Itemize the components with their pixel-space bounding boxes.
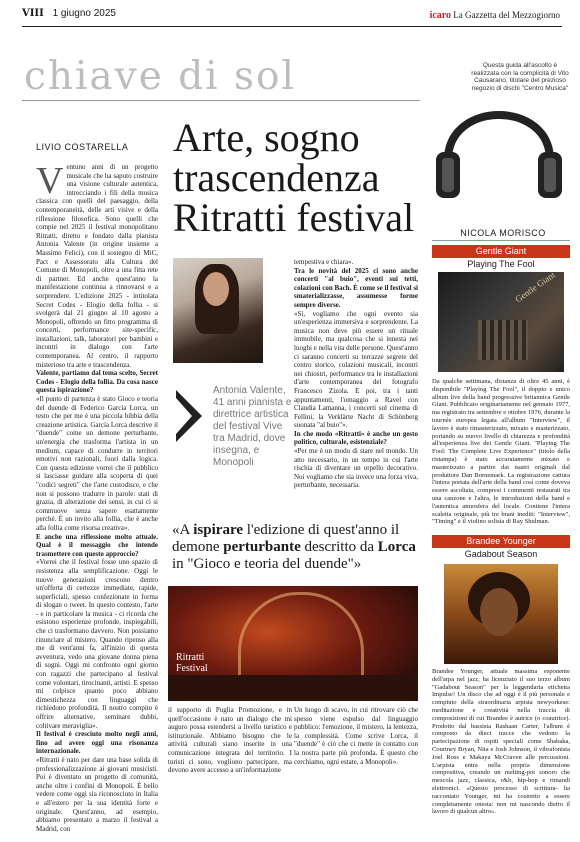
paragraph: «Per me è un modo di stare nel mondo. Un atto necessario, in un tempo in cui l'arte rischia di diventare un orpello decorativo. Noi vogliamo che sia invece una forza viva, perturbante, necessaria. [294, 447, 418, 490]
masthead-rest: La Gazzetta del Mezzogiorno [453, 10, 560, 20]
issue-date: 1 giugno 2025 [52, 8, 116, 19]
question: Tra le novità del 2025 ci sono anche concerti "al buio", eventi sui tetti, colazioni con Bach. È come se il festival si smaterializzasse, assumesse forme sempre diverse. [294, 266, 418, 309]
pull-quote: «A ispirare l'edizione di quest'anno il demone perturbante descritto da Lorca in "Gioco e teoria del duende"» [172, 522, 416, 572]
arrow-icon-inner [176, 398, 192, 434]
question: Il festival è cresciuto molto negli anni, fino ad avere oggi una risonanza internazionale. [36, 730, 158, 756]
headline-line-2: trascendenza [173, 155, 380, 200]
review-band-label: Gentle Giant [432, 245, 570, 258]
review-album-title: Gadabout Season [464, 549, 538, 559]
paragraph: «Il punto di partenza è stato Gioco e teoria del duende di Federico García Lorca, un testo che per me è una piccola bibbia della creazione artistica. García Lorca descrive il "duende" come un demone perturbante, un'energia che trasforma l'artista in un medium, capace di condurre in territori emotivi non razionali, fuori dalla logica. Con questa edizione vorrei che il pubblico si lasciasse guidare alla scoperta di quei "codici segreti" che l'arte custodisce, e che non si possono tradurre in parole: stati di grazia, di alterazione dei sensi, in cui ci si commuove senza sapere esattamente perché. È un invito alla follia, che è anche alla follia come risorsa creativa». [36, 395, 158, 532]
section-kicker: chiave di sol [24, 54, 296, 99]
promo-text: Questa guida all'ascolto è realizzata con la complicità di Vito Causarano, titolare del prezioso negozio di dischi "Centro Musica" [471, 62, 569, 92]
headline-line-1: Arte, sogno [173, 115, 360, 160]
page-header-left [22, 8, 116, 19]
paragraph: «Vorrei che il festival fosse uno spazio di resistenza alla semplificazione. Oggi le nuove generazioni crescono dentro un'offerta di certezze immediate, rapide, superficiali, spesso confezionate in forma di slogan o tweet. In questo contesto, l'arte - e in particolare la musica - ci ricorda che esistono esperienze profonde, inspiegabili, che ci trasformano davvero. Non possiamo rinunciare al mistero. Quando ripenso alla me di vent'anni fa, all'inizio di questa avventura, vedo una giovane donna piena di sogni. Oggi mi confronto ogni giorno con ragazzi che partecipano al festival come volontari, tirocinanti, artisti. E spesso mi colpisce quanto poco abbiano dimestichezza con linguaggi che richiedono profondità. Il nostro compito è offrire alternative, seminare dubbi, coltivare meraviglia». [36, 558, 158, 730]
masthead [430, 10, 560, 21]
concert-photo [168, 586, 418, 701]
article-column-4: Un luogo di scavo, in cui ritrovare ciò che spesso viene espulso dal linguaggio pubblico: l'emozione, il mistero, la lentezza, la complessità. Come scrive Lorca, il "duende" è ciò che ci mette in contatto con la nostra parte più profonda. È questo che cerchiamo, ogni estate, a Monopoli». [294, 706, 418, 766]
column-signature: NICOLA MORISCO [460, 228, 546, 238]
album-cover [444, 564, 558, 664]
portrait-photo [173, 258, 263, 363]
headline [173, 115, 423, 240]
header-rule [22, 26, 562, 27]
article-column-2 [294, 258, 418, 528]
byline: LIVIO COSTARELLA [36, 142, 129, 152]
stage-floor [168, 675, 418, 701]
festival-logo: Ritratti Festival [176, 652, 208, 674]
photo-caption: Antonia Valente, 41 anni pianista e direttrice artistica del festival Vive tra Madrid, dove insegna, e Monopoli [213, 385, 292, 468]
article-column-1 [36, 160, 158, 833]
question: In che modo «Ritratti» è anche un gesto politico, culturale, esistenziale? [294, 429, 418, 447]
review-text: Da qualche settimana, distanza di oltre 45 anni, è disponibile "Playing The Fool", il doppio e unico album live della band progressive britannica Gentle Giant. Pubblicato originariamente nel gennaio 1977, ma registrato tra settembre e ottobre 1976, durante la tournée europea legata all'album "Interview", il lavoro è stato rimasterizzato, mixato e masterizzato, portando su nuovo livello di chiarezza e profondità all'esperienza live dei Gentle Giant. "Playing The Fool: The Complete Live Experience" (titolo della ristampa) è stato accuratamente mixato e masterizzato a partire dai nastri originali dal produttore Dan Bornemark. La registrazione cattura l'intera portata dell'arte della band così come doveva essere ascoltata, compresi i commenti restaurati tra una canzone e l'altra, le introduzioni della band e l'autentica atmosfera del locale. Contiene l'intera scaletta originale, più tre brani inediti: "Interview", "Timing" e il violino solista di Ray Shulman. [432, 378, 570, 526]
masthead-brand: icaro [429, 10, 452, 21]
question: Valente, partiamo dal tema scelto, Secret Codes - Elogio della follia. Da cosa nasce questa ispirazione? [36, 369, 158, 395]
cover-face [480, 588, 518, 636]
section-number: VIII [22, 8, 44, 19]
paragraph: entuno anni di un progetto musicale che ha saputo costruire una visione culturale autentica, intrecciando i fili della musica classica con quelli del paesaggio, della contemporaneità, delle arti visive e della riflessione filosofica. Sono quelli che compie nel 2025 il festival monopolitano Ritratti, diretto e fondato dalla pianista Antonia Valente (in origine insieme a Massimo Felici), con il sostegno di MiC, Pact e Assessorato alla Cultura del Comune di Monopoli, oltre a una fitta rete di partner. Ed anche quest'anno la manifestazione continua a rinnovarsi e a sorprendere. L'edizione 2025 - intitolata Secret Codes - Elogio della follia - si svolgerà dal 21 giugno al 10 agosto a Monopoli, offrendo un fitto programma di concerti, performance site-specific, installazioni, talk, laboratori per bambini e incontri in dialogo con l'arte contemporanea. Al centro, il rapporto misterioso tra arte e trascendenza. [36, 163, 158, 369]
kicker-rule [22, 100, 420, 101]
paragraph: «Sì, vogliamo che ogni evento sia un'esperienza immersiva e sorprendente. La musica non deve più essere un rituale immobile, ma qualcosa che si innesta nei luoghi e nella vita delle persone. Quest'anno ci saranno concerti su terrazze segrete del centro storico, colazioni musicali, incontri nei chiostri, performance tra le installazioni d'arte contemporanea del fotografo Francesco Zizola. E poi, tra i tanti appuntamenti, l'omaggio a Ravel con Claudia Lamanna, i concerti sul cinema di Fellini, la Verklärte Nacht di Schönberg suonata "al buio"». [294, 309, 418, 430]
album-cover [438, 269, 564, 372]
question: E anche una riflessione molto attuale. Qual è il messaggio che intende trasmettere con questo approccio? [36, 532, 158, 558]
review-text: Brandee Younger, attuale massima esponente dell'arpa nel jazz, ha licenziato il suo terzo album "Gadabout Season" per la leggendaria etichetta Impulse! Un disco che ad oggi è il più personale e compiuto della straordinaria arpista newyorkese: meditazione e creatività nella traccia di composizioni di cui Brandee è autrice (o coautrice). Prodotto dal bassista Rashaan Carter, l'album è composto da dieci tracce che vedono la partecipazione di ospiti speciali come Shabaka, Courtney Bryan, Niia e Josh Johnson, il vibrafonista Joel Ross e Makaya McCraven alle percussioni. L'arpista entra nella propria dimensione compositiva, creando un melting-pot sonoro che mescola jazz, classica, r&b, hip-hop e rimandi elettronici. «Questo processo di scrittura- ha raccontato Younger, mi ha costretto a essere completamente onesta: non mi nascondo dietro il lavoro di qualcun altro». [432, 668, 570, 816]
cover-pattern [478, 320, 528, 360]
review-band-label: Brandee Younger [432, 535, 570, 548]
signature-rule [432, 240, 570, 241]
drop-cap: V [36, 160, 64, 202]
paragraph: «Ritratti è nato per dare una base solida di professionalizzazione ai giovani musicisti. Poi è diventato un progetto di comunità, anche oltre i confini di Monopoli. È bello vedere come oggi sia riconosciuto in Italia e all'estero per la sua identità forte e originale. Quest'anno, ad esempio, abbiamo presentato a marzo il festival a Madrid, con [36, 755, 158, 833]
headline-line-3: Ritratti festival [173, 195, 415, 240]
review-album-title: Playing The Fool [467, 259, 535, 269]
stage-arch [238, 592, 364, 675]
cover-text: Gentle Giant [513, 269, 557, 305]
paragraph: tempestiva e chiara». [294, 258, 354, 266]
portrait-face [203, 272, 229, 306]
article-column-3: il supporto di Puglia Promozione, e in quell'occasione è nato un dialogo che mi auguro possa estendersi a livello turistico e istituzionale. Abbiamo bisogno che le attività culturali siano inserite in una comunicazione integrata del territorio. I turisti ci sono, vogliono partecipare, ma devono avere accesso a un'informazione [168, 706, 292, 775]
